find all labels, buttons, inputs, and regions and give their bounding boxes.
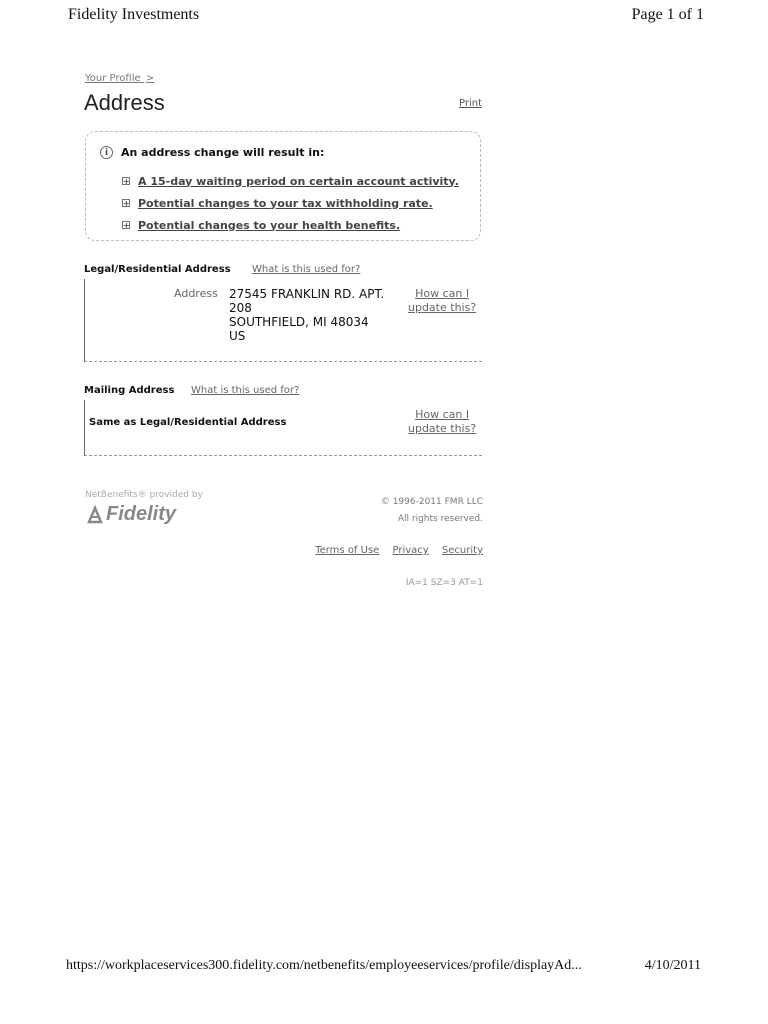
address-value bbox=[229, 287, 384, 343]
footer-links bbox=[305, 545, 483, 556]
session-codes: IA=1 SZ=3 AT=1 bbox=[405, 578, 483, 588]
fidelity-logo-wordmark: Fidelity bbox=[106, 503, 177, 525]
copyright-block bbox=[381, 494, 483, 528]
notice-list bbox=[122, 170, 459, 236]
notice-link-health-benefits[interactable]: Potential changes to your health benefits. bbox=[138, 218, 401, 232]
legal-update-link[interactable] bbox=[408, 287, 476, 315]
notice-link-waiting-period[interactable]: A 15-day waiting period on certain account activity. bbox=[138, 174, 459, 188]
terms-of-use-link[interactable]: Terms of Use bbox=[315, 545, 380, 556]
expand-plus-icon[interactable]: + bbox=[123, 199, 130, 208]
mailing-update-link[interactable] bbox=[408, 408, 476, 436]
copyright-text: © 1996-2011 FMR LLC bbox=[380, 497, 483, 507]
legal-address-box bbox=[84, 279, 482, 362]
update-link-line-1[interactable]: How can I bbox=[415, 287, 470, 300]
legal-address-title: Legal/Residential Address bbox=[84, 264, 231, 275]
mailing-address-box bbox=[84, 400, 482, 456]
notice-item[interactable] bbox=[122, 170, 459, 192]
expand-plus-icon[interactable]: + bbox=[123, 221, 130, 230]
address-field-label: Address bbox=[174, 287, 218, 300]
address-line-2: 208 bbox=[229, 301, 252, 315]
address-change-notice bbox=[85, 131, 481, 241]
page-title: Address bbox=[84, 90, 165, 115]
mailing-address-title: Mailing Address bbox=[84, 385, 175, 396]
print-footer-url: https://workplaceservices300.fidelity.com/netbenefits/employeeservices/profile/displayAd... bbox=[66, 958, 582, 973]
print-header-title: Fidelity Investments bbox=[68, 6, 200, 23]
mailing-what-is-this-link[interactable]: What is this used for? bbox=[191, 385, 300, 396]
update-link-line-2[interactable]: update this? bbox=[408, 422, 477, 435]
expand-plus-icon[interactable]: + bbox=[123, 177, 130, 186]
notice-item[interactable] bbox=[122, 214, 459, 236]
legal-what-is-this-link[interactable]: What is this used for? bbox=[252, 264, 361, 275]
rights-text: All rights reserved. bbox=[397, 514, 483, 524]
update-link-line-2[interactable]: update this? bbox=[408, 301, 477, 314]
breadcrumb[interactable] bbox=[85, 73, 154, 84]
notice-link-tax-withholding[interactable]: Potential changes to your tax withholding rate. bbox=[138, 196, 433, 210]
print-page-number: Page 1 of 1 bbox=[631, 6, 704, 23]
privacy-link[interactable]: Privacy bbox=[392, 545, 429, 556]
update-link-line-1[interactable]: How can I bbox=[415, 408, 470, 421]
security-link[interactable]: Security bbox=[441, 545, 483, 556]
powered-by-text: NetBenefits® provided by bbox=[85, 490, 203, 500]
address-line-1: 27545 FRANKLIN RD. APT. bbox=[229, 287, 385, 301]
mailing-same-as-legal: Same as Legal/Residential Address bbox=[89, 417, 287, 428]
breadcrumb-your-profile[interactable]: Your Profile bbox=[85, 73, 141, 84]
info-icon: i bbox=[100, 146, 113, 159]
notice-item[interactable] bbox=[122, 192, 459, 214]
fidelity-logo bbox=[86, 503, 176, 526]
fidelity-logo-icon bbox=[86, 505, 104, 525]
breadcrumb-separator: > bbox=[145, 73, 155, 84]
address-line-3: SOUTHFIELD, MI 48034 bbox=[229, 315, 369, 329]
notice-heading-row bbox=[100, 146, 324, 159]
print-link[interactable]: Print bbox=[459, 98, 483, 109]
notice-heading: An address change will result in: bbox=[121, 146, 325, 159]
print-footer-date: 4/10/2011 bbox=[644, 958, 701, 973]
address-line-4: US bbox=[229, 329, 246, 343]
